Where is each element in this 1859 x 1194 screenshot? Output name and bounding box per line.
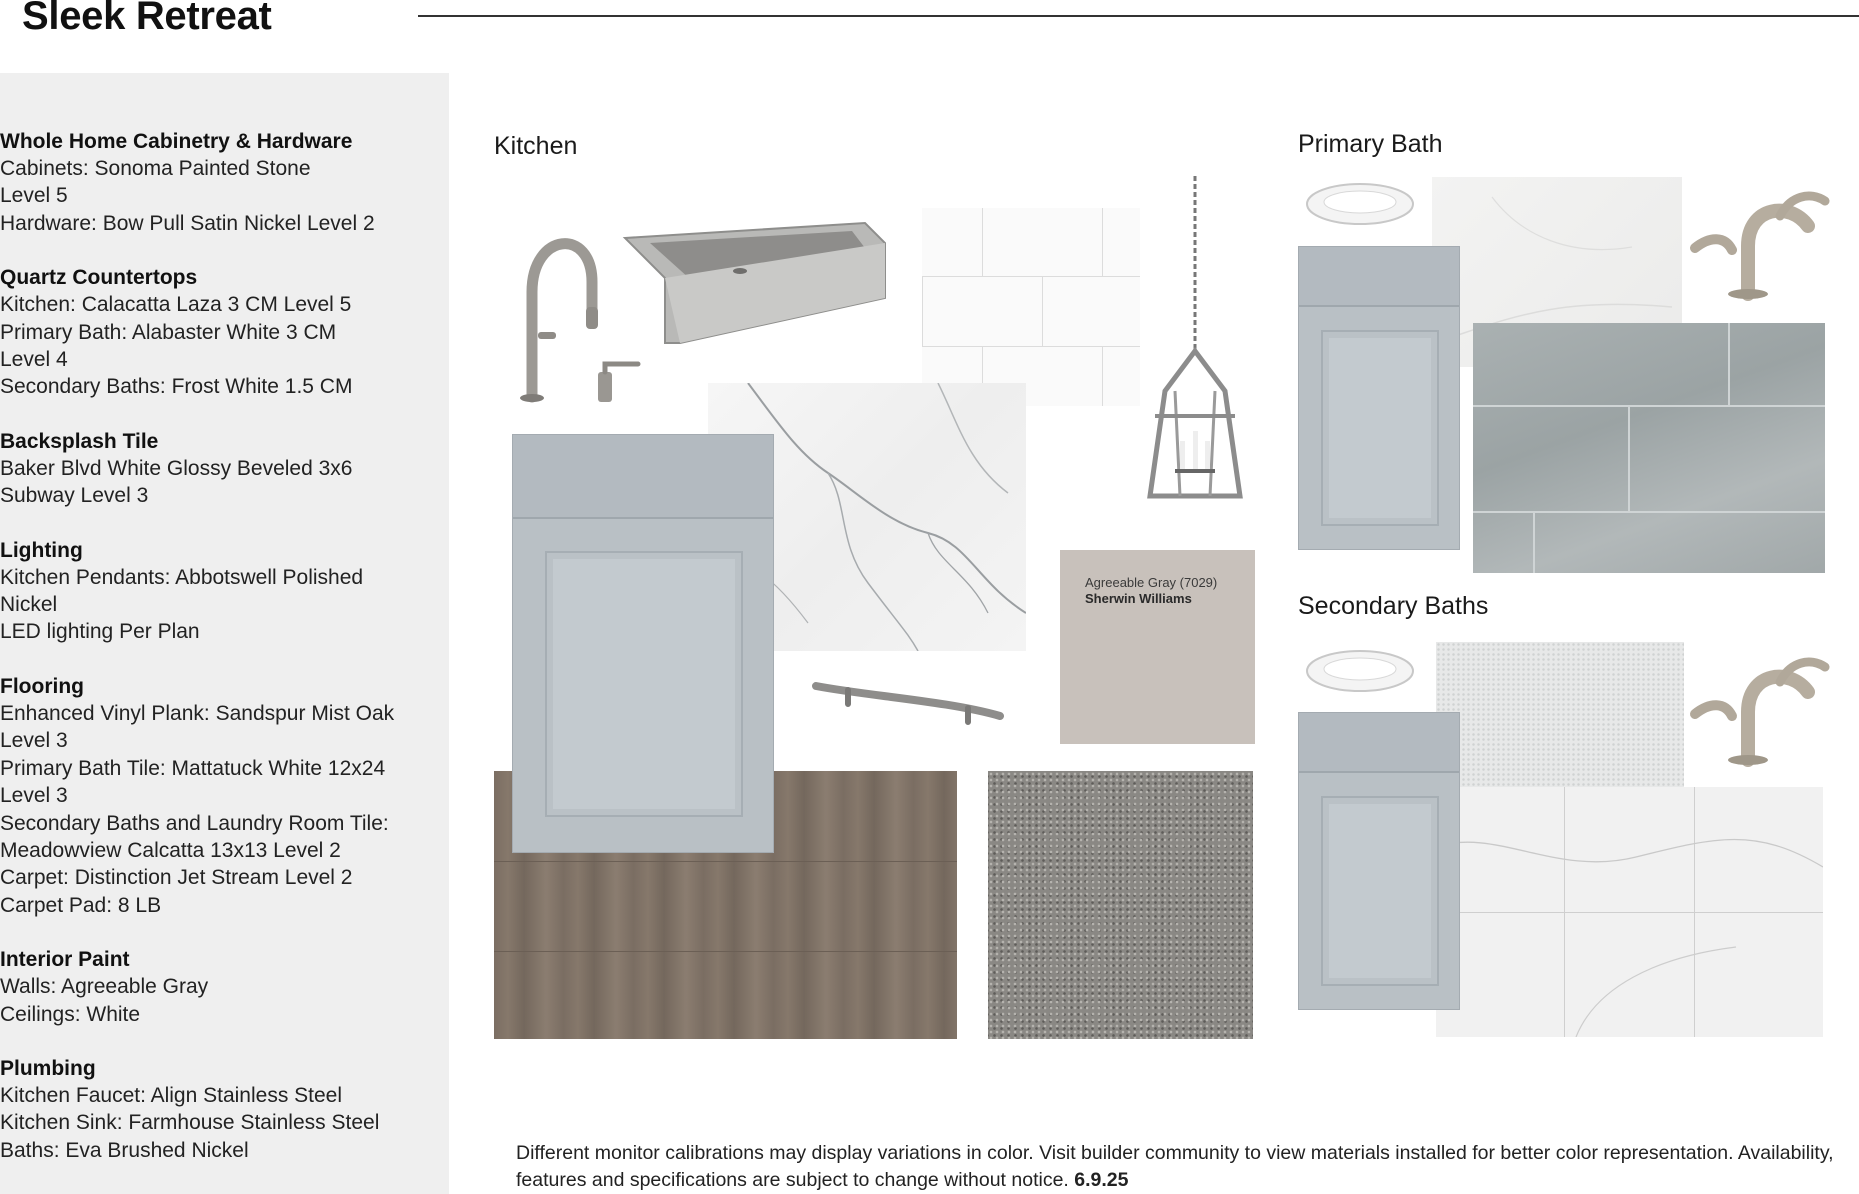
secondary-floor-tile-swatch (1436, 787, 1823, 1037)
spec-line: Enhanced Vinyl Plank: Sandspur Mist Oak (0, 701, 395, 725)
spec-line: Level 5 (0, 184, 68, 208)
spec-line: Primary Bath: Alabaster White 3 CM (0, 320, 337, 344)
disclaimer-text: Different monitor calibrations may display variations in color. Visit builder community to view materials installed for better color representation. Availability, features and specifications are subject to change without notice. (516, 1142, 1834, 1191)
spec-line: Kitchen Pendants: Abbotswell Polished (0, 565, 364, 589)
spec-group-countertops (0, 264, 440, 401)
spec-group-paint (0, 946, 440, 1028)
spec-line: Secondary Baths: Frost White 1.5 CM (0, 375, 353, 399)
soap-dispenser-image (588, 360, 648, 405)
spec-heading: Quartz Countertops (0, 266, 198, 290)
spec-line: Level 3 (0, 729, 68, 753)
disclaimer-note (516, 1140, 1846, 1194)
spec-line: Ceilings: White (0, 1002, 141, 1026)
kitchen-faucet-image (512, 222, 582, 402)
spec-line: Carpet Pad: 8 LB (0, 893, 162, 917)
backsplash-subway-tile-swatch (922, 208, 1140, 406)
spec-line: Subway Level 3 (0, 484, 149, 508)
spec-line: Nickel (0, 593, 58, 617)
spec-heading: Lighting (0, 538, 83, 562)
spec-heading: Interior Paint (0, 948, 130, 972)
cabinet-pull-hardware-image (808, 676, 1008, 726)
secondary-baths-label: Secondary Baths (1298, 592, 1489, 620)
spec-line: Level 4 (0, 348, 68, 372)
paint-chip-swatch (1060, 550, 1255, 744)
spec-heading: Whole Home Cabinetry & Hardware (0, 130, 353, 153)
spec-group-lighting (0, 537, 440, 646)
spec-line: Cabinets: Sonoma Painted Stone (0, 157, 311, 180)
spec-group-flooring (0, 673, 440, 919)
primary-cabinet-door-swatch (1298, 246, 1460, 550)
spec-line: Kitchen Faucet: Align Stainless Steel (0, 1083, 343, 1107)
paint-chip-brand: Sherwin Williams (1085, 591, 1192, 606)
spec-line: Baths: Eva Brushed Nickel (0, 1138, 249, 1162)
primary-bath-faucet-image (1690, 186, 1830, 298)
secondary-cabinet-door-swatch (1298, 712, 1460, 1010)
spec-line: Carpet: Distinction Jet Stream Level 2 (0, 866, 353, 890)
spec-line: Hardware: Bow Pull Satin Nickel Level 2 (0, 211, 375, 235)
paint-chip-name: Agreeable Gray (7029) (1085, 575, 1218, 590)
page-title: Sleek Retreat (22, 0, 272, 38)
primary-led-light-image (1305, 180, 1415, 230)
spec-group-plumbing (0, 1055, 440, 1164)
spec-line: LED lighting Per Plan (0, 620, 200, 644)
spec-list (0, 128, 440, 1191)
spec-line: Kitchen: Calacatta Laza 3 CM Level 5 (0, 293, 352, 317)
secondary-led-light-image (1305, 647, 1415, 697)
carpet-swatch (988, 771, 1253, 1039)
revision-date: 6.9.25 (1074, 1169, 1129, 1191)
spec-heading: Backsplash Tile (0, 429, 159, 453)
primary-bath-label: Primary Bath (1298, 130, 1443, 158)
primary-floor-tile-swatch (1473, 323, 1825, 573)
spec-heading: Plumbing (0, 1056, 96, 1080)
spec-line: Meadowview Calcatta 13x13 Level 2 (0, 838, 341, 862)
secondary-bath-faucet-image (1690, 652, 1830, 764)
spec-line: Kitchen Sink: Farmhouse Stainless Steel (0, 1111, 380, 1135)
spec-line: Walls: Agreeable Gray (0, 975, 209, 999)
spec-line: Level 3 (0, 784, 68, 808)
spec-group-cabinetry (0, 128, 440, 237)
kitchen-cabinet-door-swatch (512, 434, 774, 853)
title-divider (418, 15, 1859, 17)
spec-group-backsplash (0, 428, 440, 510)
spec-line: Primary Bath Tile: Mattatuck White 12x24 (0, 756, 386, 780)
pendant-light-image (1135, 176, 1255, 516)
spec-heading: Flooring (0, 674, 84, 698)
spec-line: Baker Blvd White Glossy Beveled 3x6 (0, 456, 353, 480)
kitchen-label: Kitchen (494, 132, 578, 160)
spec-line: Secondary Baths and Laundry Room Tile: (0, 811, 389, 835)
farmhouse-sink-image (620, 203, 888, 348)
